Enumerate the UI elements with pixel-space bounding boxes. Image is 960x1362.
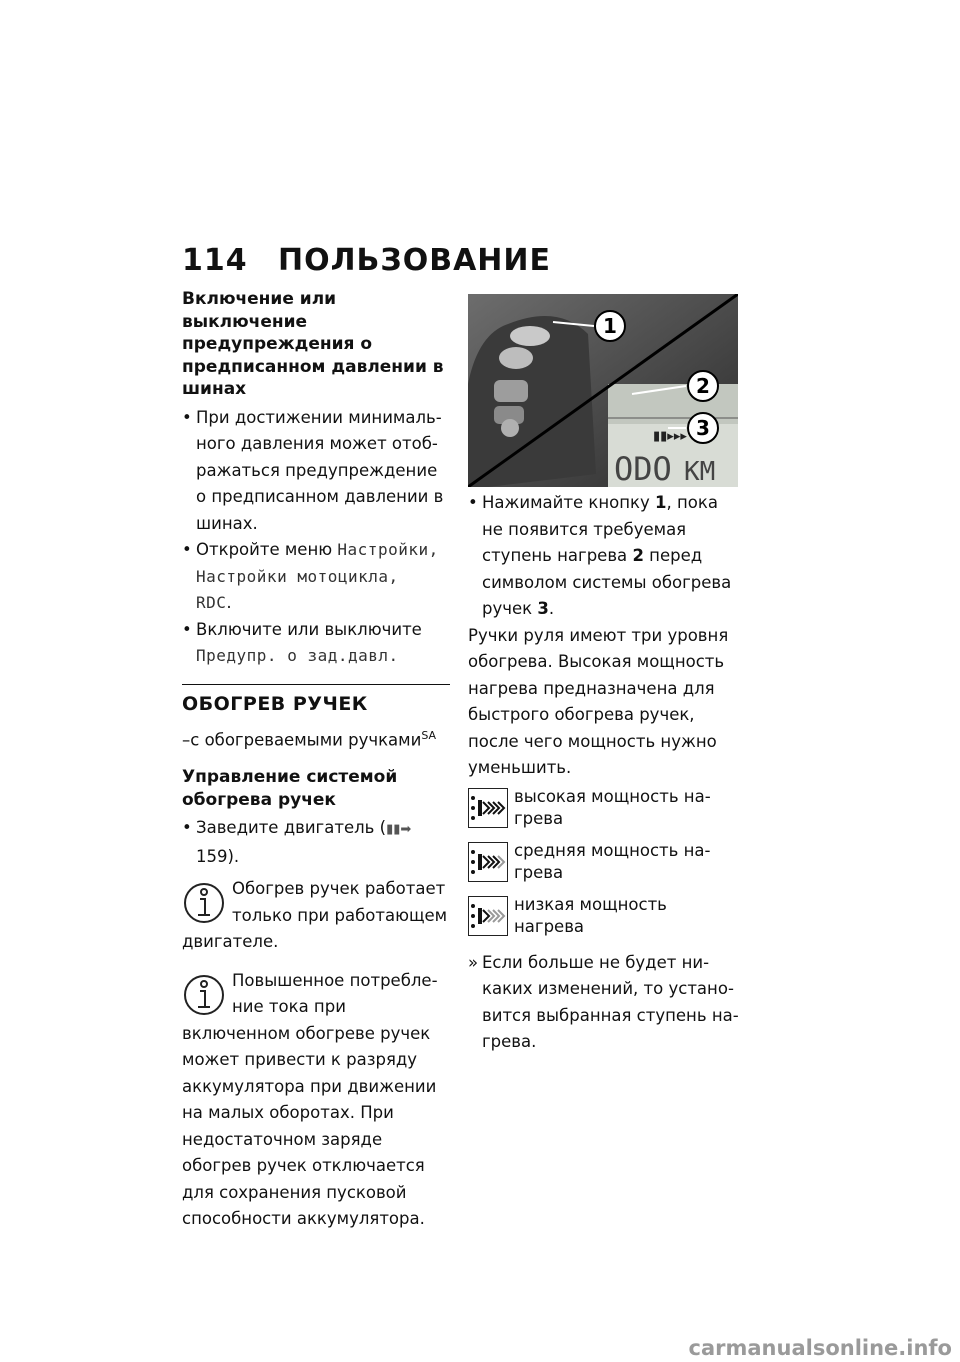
result-arrow-icon: » (468, 952, 479, 972)
lcd-km-text: KM (684, 457, 716, 487)
level-row-medium: средняя мощность нагрева (468, 840, 740, 890)
callout-3: 3 (696, 416, 710, 440)
page-header (182, 243, 551, 278)
heat-high-icon (468, 788, 508, 828)
menu-path-2: Настройки мотоцикла, (196, 566, 399, 586)
chapter-title: ПОЛЬЗОВАНИЕ (278, 243, 552, 278)
info-icon (182, 970, 226, 1020)
left-column (182, 288, 450, 1233)
bullet-icon: • (468, 493, 478, 512)
list-item: • Откройте меню Настройки, Настройки мотоцикла, RDC. (182, 537, 450, 617)
level-row-high: высокая мощность нагрева (468, 786, 740, 836)
equipment-note: –с обогреваемыми ручками$^{SA}$ (182, 729, 437, 750)
page-ref-arrow-icon: ▮▮➡ (386, 822, 412, 837)
bullet-icon: • (182, 818, 192, 837)
level-row-low: низкая мощность нагрева (468, 894, 740, 944)
info-icon (182, 878, 226, 928)
section-heading-tire-warning: Включение или выключение предупреждения о предписанном давлении в шинах (182, 289, 444, 399)
list-item: • При достижении минимального давления может отображаться предупреждение о предписанном давлении в шинах. (182, 405, 450, 538)
info-note-1: Обогрев ручек работает только при работающем двигателе. (182, 879, 448, 951)
menu-path-3: RDC (196, 593, 227, 612)
handlebar-photo (468, 294, 738, 487)
list-item: • Нажимайте кнопку 1, пока не появится требуемая ступень нагрева 2 перед символом системы обогрева ручек 3. (468, 490, 740, 623)
list-item: • Заведите двигатель (▮▮➡ 159). (182, 815, 450, 870)
callout-1: 1 (603, 314, 617, 338)
section-divider (182, 684, 450, 718)
page-number: 114 (182, 243, 248, 278)
levels-paragraph: Ручки руля имеют три уровня обогрева. Высокая мощность нагрева предназначена для быстрого обогрева ручек, после чего мощность нужно уменьшить. (468, 625, 729, 777)
section-heading-grip-heating: ОБОГРЕВ РУЧЕК (182, 692, 368, 715)
bullet-icon: • (182, 407, 192, 427)
footer-watermark: carmanualsonline.info (688, 1336, 952, 1360)
subheading-control: Управление системой обогрева ручек (182, 767, 398, 810)
sa-badge: SA (421, 729, 437, 742)
menu-path-1: Настройки, (337, 540, 439, 559)
menu-item-tire-warning: Предупр. о зад.давл. (196, 646, 399, 665)
heat-medium-icon (468, 842, 508, 882)
info-note-2: Повышенное потребление тока при включенном обогреве ручек может привести к разряду аккумулятора при движении на малых оборотах. При недостаточном заряде обогрев ручек отключается для сохранения пусковой способности аккумулятора. (182, 970, 438, 1228)
heat-low-icon (468, 896, 508, 936)
list-item: • Включите или выключите Предупр. о зад.давл. (182, 617, 450, 670)
lcd-odo-text: ODO (614, 450, 672, 487)
right-column (468, 490, 740, 1056)
svg-text:▮▮▸▸▸: ▮▮▸▸▸ (653, 429, 687, 444)
result-item: » Если больше не будет никаких изменений, то установится выбранная ступень нагрева. (468, 950, 740, 1056)
callout-2: 2 (696, 374, 710, 398)
bullet-icon: • (182, 540, 192, 559)
bullet-icon: • (182, 619, 192, 639)
